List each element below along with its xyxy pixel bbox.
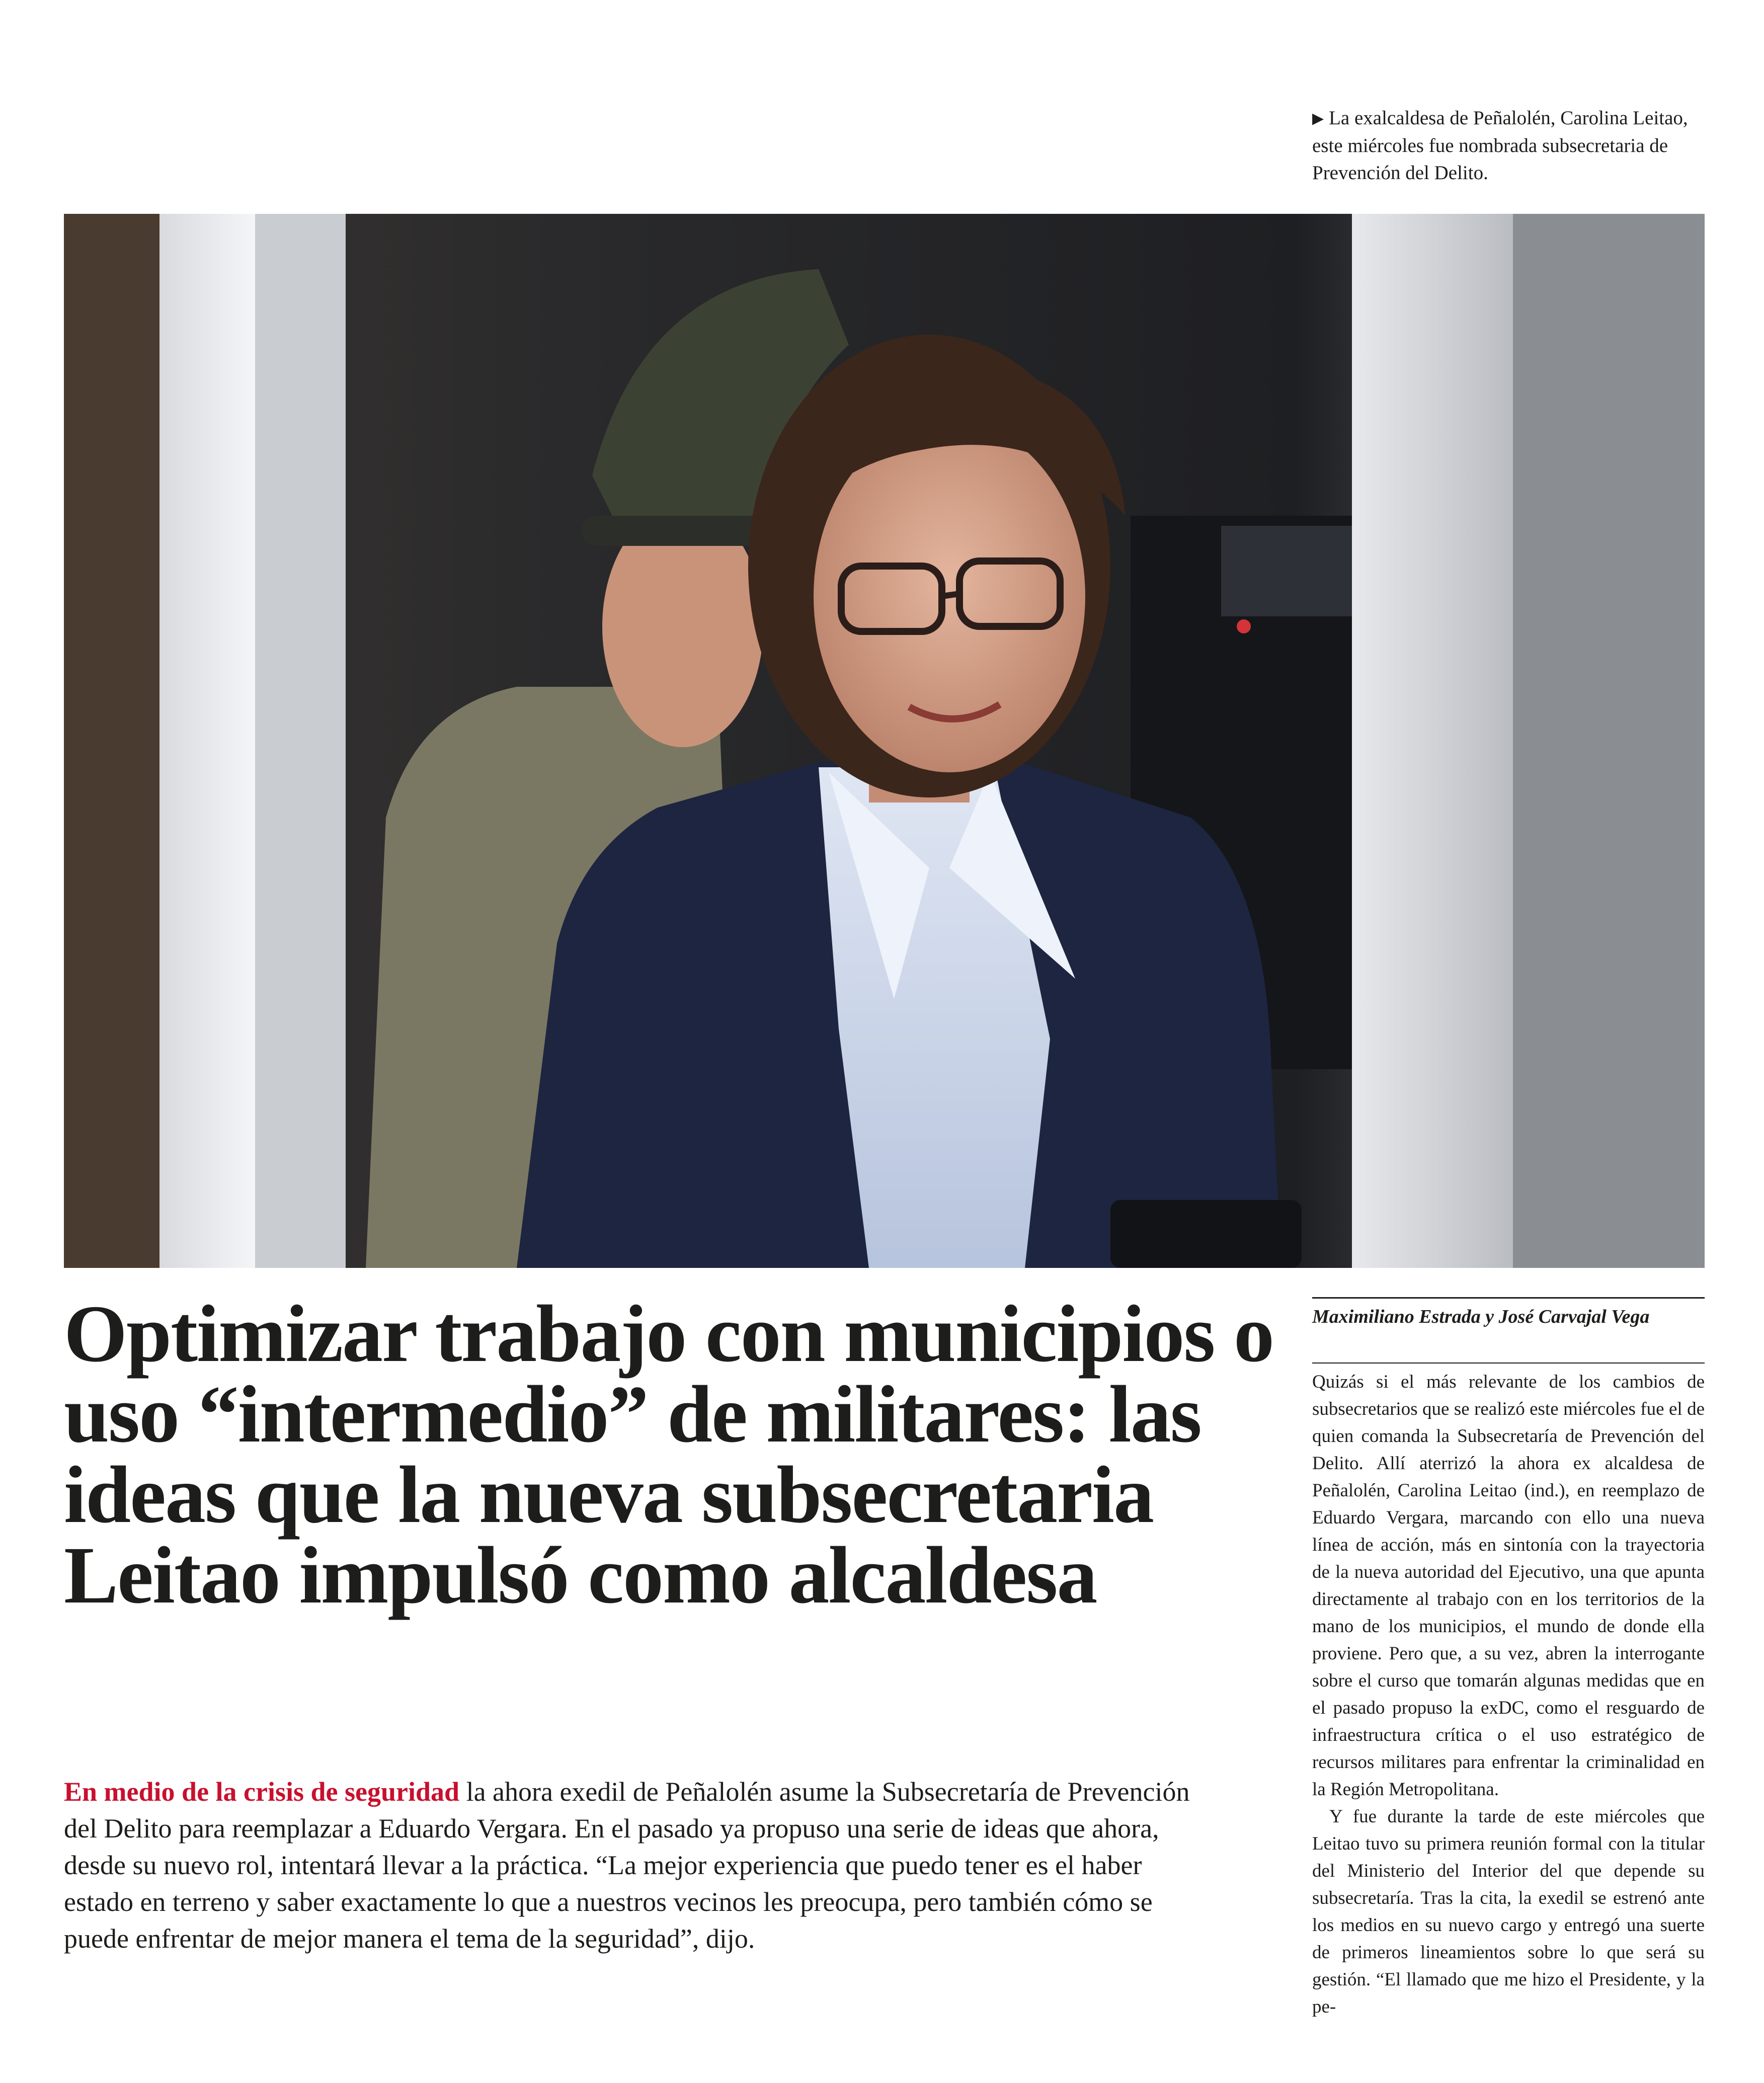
byline: Maximiliano Estrada y José Carvajal Vega [1312,1306,1650,1327]
article-photo [64,214,1705,1268]
lead-text: la ahora exedil de Peñalolén asume la Subsecretaría de Prevención del Delito para reemplazar a Eduardo Vergara. En el pasado ya propuso una serie de ideas que ahora, desde su nuevo rol, intentará llevar a la práctica. “La mejor experiencia que puedo tener es el haber estado en terreno y saber exactamente lo que a nuestros vecinos les preocupa, pero también cómo se puede enfrentar de mejor manera el tema de la seguridad”, dijo. [64,1777,1190,1954]
headline: Optimizar trabajo con municipios o uso “intermedio” de militares: las ideas que la nueva subsecretaria Leitao impulsó como alcaldesa [64,1289,1274,1621]
photo-caption-text: La exalcaldesa de Peñalolén, Carolina Leitao, este miércoles fue nombrada subsecretaria de Prevención del Delito. [1312,107,1688,184]
lead-kicker: En medio de la crisis de seguridad [64,1777,460,1807]
byline-bottom-rule [1312,1363,1705,1364]
lead-paragraph [64,1774,1201,1957]
body-paragraph: Y fue durante la tarde de este miércoles que Leitao tuvo su primera reunión formal con la titular del Ministerio del Interior del que depende su subsecretaría. Tras la cita, la exedil se estrenó ante los medios en su nuevo cargo y entregó una suerte de primeros lineamientos sobre lo que será su gestión. “El llamado que me hizo el Presidente, y la pe- [1312,1806,1705,2017]
byline-top-rule [1312,1297,1705,1299]
article-body [1312,1369,1705,2083]
body-paragraph: Quizás si el más relevante de los cambios de subsecretarios que se realizó este miércoles fue el de quien comanda la Subsecretaría de Prevención del Delito. Allí aterrizó la ahora ex alcaldesa de Peñalolén, Carolina Leitao (ind.), en reemplazo de Eduardo Vergara, marcando con ello una nueva línea de acción, más en sintonía con la trayectoria de la nueva autoridad del Ejecutivo, una que apunta directamente al trabajo con en los territorios de la mano de los municipios, el mundo de donde ella proviene. Pero que, a su vez, abren la interrogante sobre el curso que tomarán algunas medidas que en el pasado propuso la exDC, como el resguardo de infraestructura crítica o el uso estratégico de recursos militares para enfrentar la criminalidad en la Región Metropolitana. [1312,1372,1705,1800]
photo-caption [1312,105,1705,187]
caption-arrow-icon: ▶ [1312,110,1324,127]
